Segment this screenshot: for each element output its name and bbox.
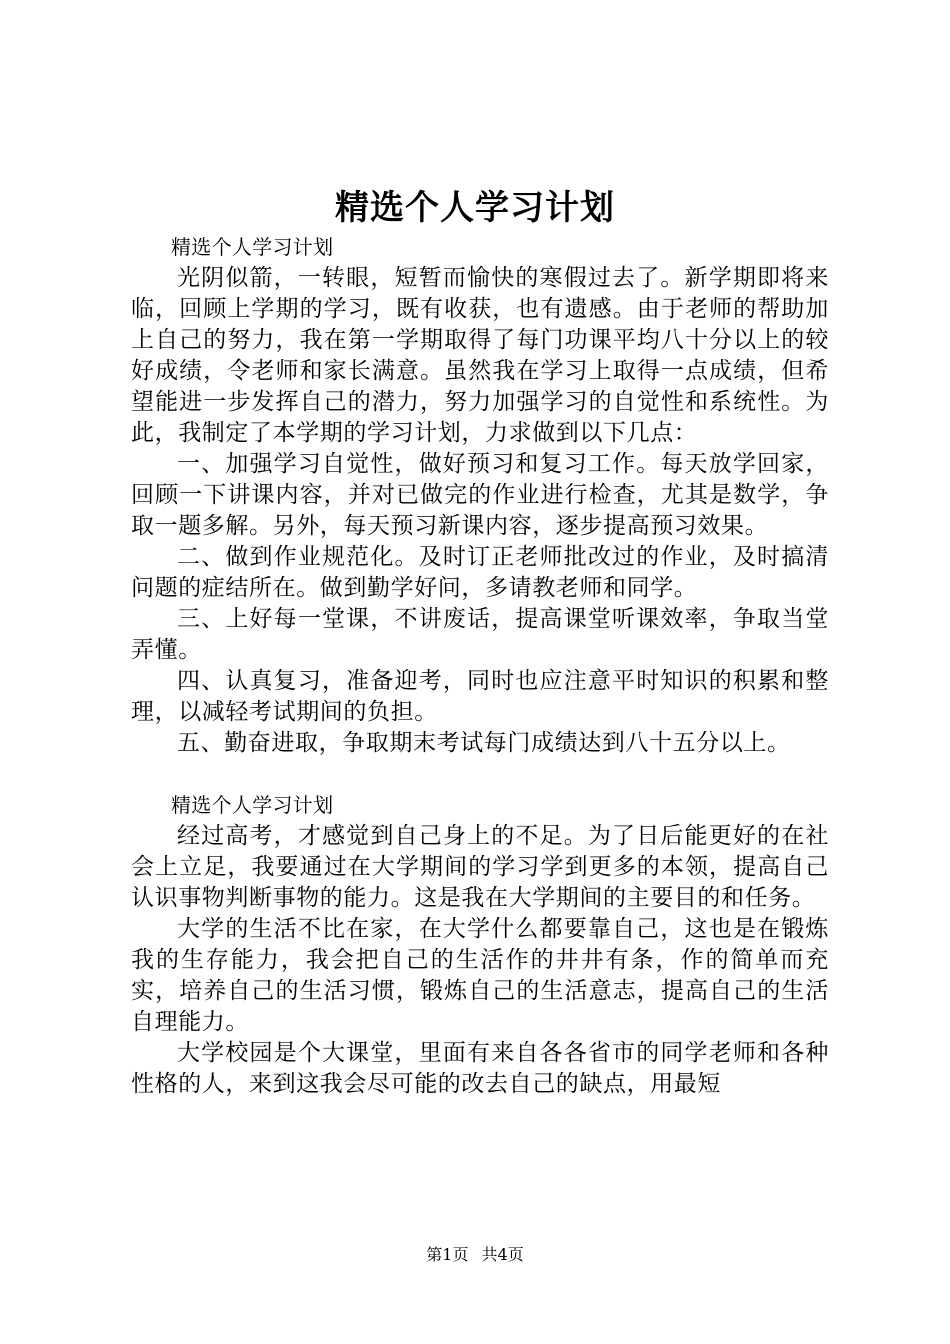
section-1-paragraph-4: 三、上好每一堂课，不讲废话，提高课堂听课效率，争取当堂弄懂。 [131, 606, 829, 663]
page-total: 共4页 [481, 1245, 524, 1264]
section-2-paragraph-3: 大学校园是个大课堂，里面有来自各各省市的同学老师和各种性格的人，来到这我会尽可能的改去自己的缺点，用最短 [131, 1040, 829, 1097]
section-2-heading: 精选个人学习计划 [171, 793, 334, 817]
section-1-paragraph-6: 五、勤奋进取，争取期末考试每门成绩达到八十五分以上。 [177, 730, 791, 756]
section-2-paragraph-1: 经过高考，才感觉到自己身上的不足。为了日后能更好的在社会上立足，我要通过在大学期间的学习学到更多的本领，提高自己认识事物判断事物的能力。这是我在大学期间的主要目的和任务。 [131, 823, 829, 911]
page-number: 第1页 [426, 1245, 469, 1264]
section-1-paragraph-5: 四、认真复习，准备迎考，同时也应注意平时知识的积累和整理，以减轻考试期间的负担。 [131, 668, 829, 725]
section-gap [131, 759, 829, 790]
page-footer [0, 1243, 950, 1267]
section-1-heading: 精选个人学习计划 [171, 235, 334, 259]
section-2-paragraph-2: 大学的生活不比在家，在大学什么都要靠自己，这也是在锻炼我的生存能力，我会把自己的生活作的井井有条，作的简单而充实，培养自己的生活习惯，锻炼自己的生活意志，提高自己的生活自理能力。 [131, 916, 829, 1035]
document-body [131, 232, 829, 1100]
section-1-paragraph-1: 光阴似箭，一转眼，短暂而愉快的寒假过去了。新学期即将来临，回顾上学期的学习，既有收获，也有遗感。由于老师的帮助加上自己的努力，我在第一学期取得了每门功课平均八十分以上的较好成绩，令老师和家长满意。虽然我在学习上取得一点成绩，但希望能进一步发挥自己的潜力，努力加强学习的自觉性和系统性。为此，我制定了本学期的学习计划，力求做到以下几点： [131, 265, 829, 446]
section-1-paragraph-2: 一、加强学习自觉性，做好预习和复习工作。每天放学回家，回顾一下讲课内容，并对已做完的作业进行检查，尤其是数学，争取一题多解。另外，每天预习新课内容，逐步提高预习效果。 [131, 451, 829, 539]
document-title: 精选个人学习计划 [335, 188, 615, 228]
section-1-paragraph-3: 二、做到作业规范化。及时订正老师批改过的作业，及时搞清问题的症结所在。做到勤学好问，多请教老师和同学。 [131, 544, 829, 601]
